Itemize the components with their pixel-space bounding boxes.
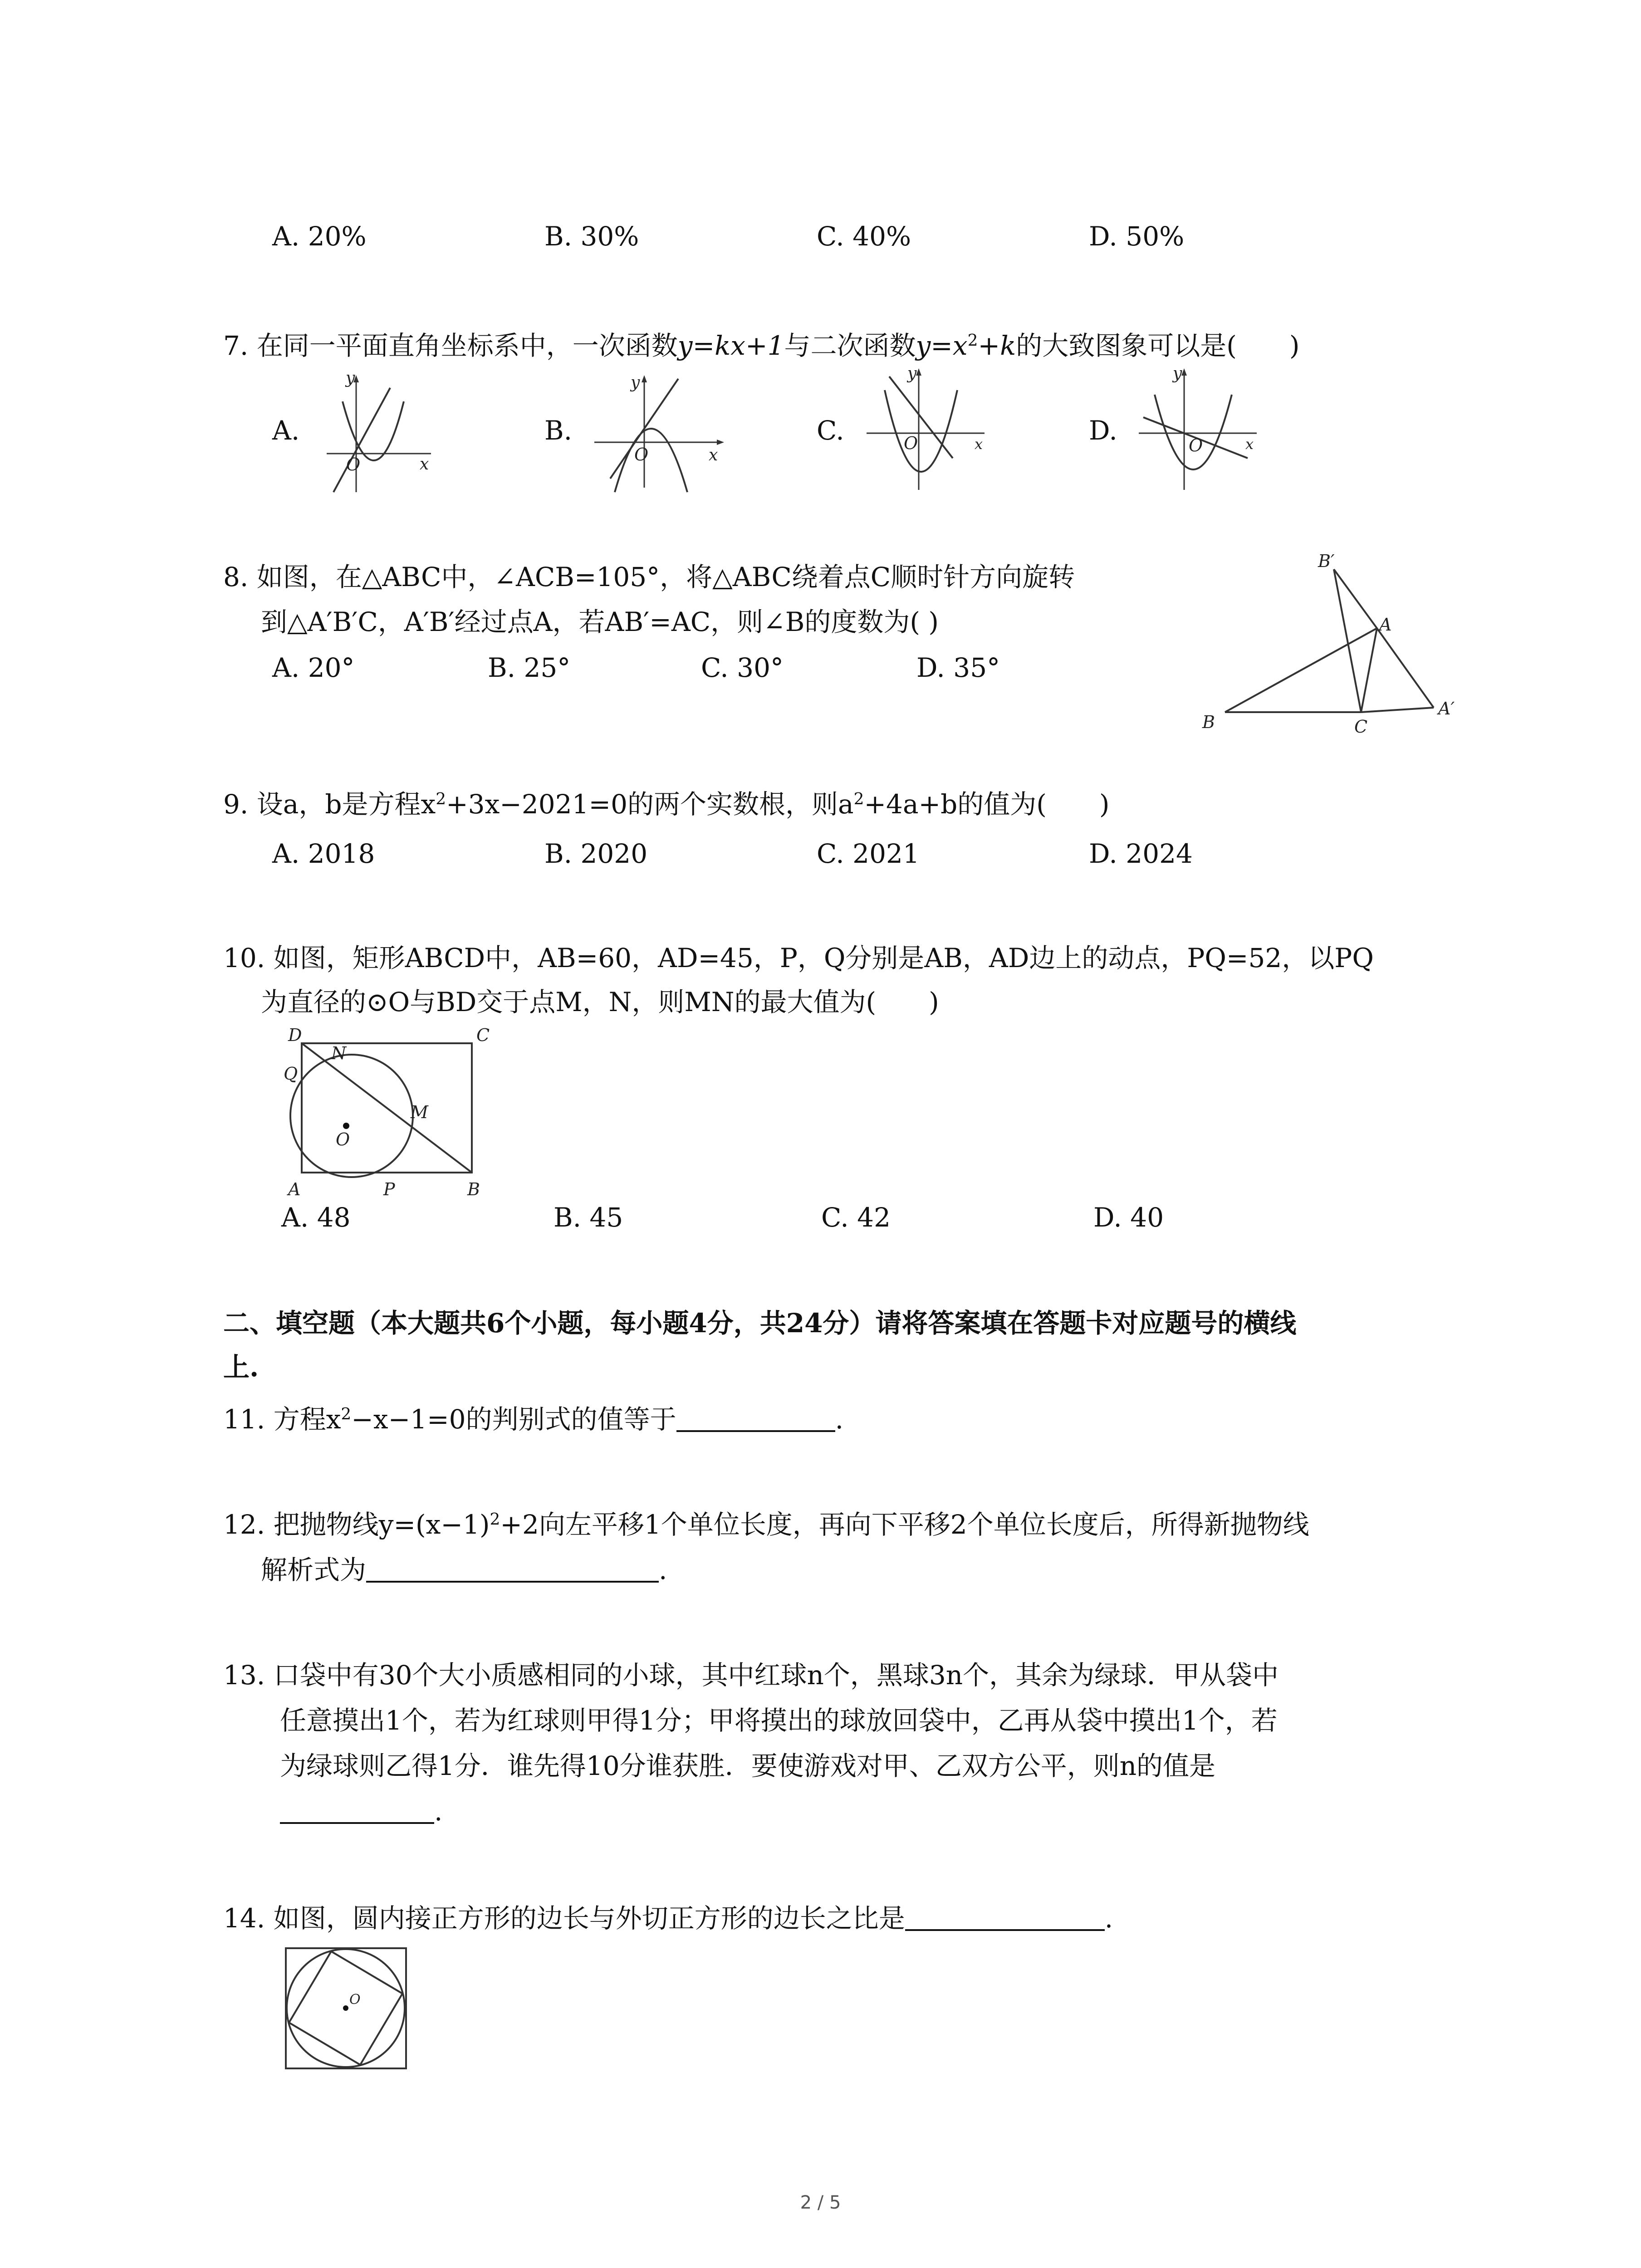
q7-option-a: A. bbox=[272, 415, 300, 446]
q13-line-2: 任意摸出1个，若为红球则甲得1分；甲将摸出的球放回袋中，乙再从袋中摸出1个，若 bbox=[280, 1705, 1278, 1736]
q7c-x-label: x bbox=[975, 435, 983, 453]
q13-line-4 bbox=[280, 1796, 443, 1827]
q7b-y-label: y bbox=[631, 373, 640, 392]
q7-graph-a bbox=[318, 370, 436, 497]
q9-option-b: B. 2020 bbox=[544, 838, 648, 869]
q12-exp: 2 bbox=[490, 1510, 500, 1529]
q13-number: 13. bbox=[223, 1660, 265, 1691]
q10-label-b: B bbox=[467, 1179, 480, 1199]
q7-option-b: B. bbox=[544, 415, 573, 446]
q7-text-3: 的大致图象可以是( ) bbox=[1016, 330, 1300, 361]
q13-answer-blank[interactable] bbox=[280, 1822, 434, 1824]
q8-option-d: D. 35° bbox=[916, 652, 1000, 683]
q8-label-b: B bbox=[1202, 712, 1215, 732]
q6-option-b: B. 30% bbox=[544, 221, 639, 252]
q13-line-3: 为绿球则乙得1分．谁先得10分谁获胜．要使游戏对甲、乙双方公平，则n的值是 bbox=[280, 1750, 1216, 1781]
q9-option-a: A. 2018 bbox=[272, 838, 375, 869]
q9-text-2: +3x−2021=0的两个实数根，则a bbox=[446, 789, 854, 820]
q14-period: . bbox=[1104, 1903, 1113, 1934]
q7c-y-label: y bbox=[907, 364, 917, 383]
q7-number: 7. bbox=[223, 330, 249, 361]
q11-exp: 2 bbox=[341, 1405, 352, 1424]
q9-option-d: D. 2024 bbox=[1089, 838, 1193, 869]
q7-formula-1: y=kx+1 bbox=[677, 330, 784, 361]
q14-text: 如图，圆内接正方形的边长与外切正方形的边长之比是 bbox=[273, 1903, 905, 1934]
q10-label-m: M bbox=[411, 1102, 428, 1122]
q10-label-a: A bbox=[288, 1179, 301, 1199]
q10-line-2: 为直径的⊙O与BD交于点M，N，则MN的最大值为( ) bbox=[261, 987, 939, 1017]
q10-label-o: O bbox=[336, 1129, 350, 1149]
q12-line-1 bbox=[223, 1511, 1309, 1538]
q7a-origin-label: O bbox=[346, 455, 361, 474]
q10-text-1: 如图，矩形ABCD中，AB=60，AD=45，P，Q分别是AB，AD边上的动点，PQ=52，以PQ bbox=[273, 943, 1374, 973]
q11-number: 11. bbox=[223, 1404, 265, 1435]
q7-option-c: C. bbox=[817, 415, 844, 446]
q10-option-a: A. 48 bbox=[281, 1202, 351, 1233]
q8-text-1: 如图，在△ABC中，∠ACB=105°，将△ABC绕着点C顺时针方向旋转 bbox=[256, 562, 1075, 592]
q10-option-d: D. 40 bbox=[1093, 1202, 1164, 1233]
section-2-heading-line-1: 二、填空题（本大题共6个小题，每小题4分，共24分）请将答案填在答题卡对应题号的横线 bbox=[223, 1308, 1297, 1339]
q10-label-c: C bbox=[476, 1025, 490, 1045]
q8-option-c: C. 30° bbox=[701, 652, 784, 683]
q11-answer-blank[interactable] bbox=[676, 1430, 835, 1432]
q14-stem bbox=[223, 1903, 1113, 1934]
q12-text-3: 解析式为 bbox=[261, 1554, 367, 1585]
q8-line-1 bbox=[223, 564, 1075, 590]
q8-figure bbox=[1198, 549, 1470, 739]
q9-option-c: C. 2021 bbox=[817, 838, 920, 869]
q8-label-a: A bbox=[1379, 615, 1392, 635]
q7b-x-label: x bbox=[709, 446, 718, 464]
q14-number: 14. bbox=[223, 1903, 265, 1934]
q6-option-c: C. 40% bbox=[817, 221, 911, 252]
q14-answer-blank[interactable] bbox=[905, 1929, 1105, 1931]
q7-graph-d bbox=[1134, 363, 1261, 494]
q10-label-q: Q bbox=[284, 1064, 298, 1084]
q12-line-2 bbox=[261, 1554, 667, 1585]
q7a-x-label: x bbox=[420, 455, 429, 474]
q8-option-b: B. 25° bbox=[488, 652, 571, 683]
q6-option-a: A. 20% bbox=[272, 221, 367, 252]
q7-option-d: D. bbox=[1089, 415, 1117, 446]
q8-option-a: A. 20° bbox=[272, 652, 355, 683]
q11-text-2: −x−1=0的判别式的值等于 bbox=[351, 1404, 676, 1435]
q8-label-c: C bbox=[1354, 717, 1368, 737]
q10-figure bbox=[272, 1021, 508, 1202]
q7b-origin-label: O bbox=[634, 445, 649, 464]
q13-line-1 bbox=[223, 1660, 1279, 1691]
q7-formula-2a: y=x bbox=[916, 330, 968, 361]
q7-stem bbox=[223, 332, 1300, 359]
q10-label-d: D bbox=[288, 1025, 302, 1045]
q7-graph-c bbox=[862, 363, 989, 494]
q9-text-1: 设a，b是方程x bbox=[256, 789, 436, 820]
q13-period: . bbox=[434, 1796, 443, 1827]
q10-label-p: P bbox=[383, 1179, 395, 1199]
q7c-origin-label: O bbox=[904, 433, 918, 453]
q8-label-b-prime: B′ bbox=[1318, 551, 1335, 571]
q9-exp-1: 2 bbox=[436, 790, 446, 809]
q14-label-o: O bbox=[349, 1992, 361, 2008]
q7d-x-label: x bbox=[1245, 435, 1254, 453]
q7-text-2: 与二次函数 bbox=[784, 330, 916, 361]
page-number: 2 / 5 bbox=[800, 2192, 841, 2213]
q7-formula-2-exp: 2 bbox=[967, 331, 978, 350]
q12-text-2: +2向左平移1个单位长度，再向下平移2个单位长度后，所得新抛物线 bbox=[500, 1509, 1309, 1540]
q11-period: . bbox=[835, 1404, 844, 1435]
q7-formula-2b: +k bbox=[978, 330, 1016, 361]
q12-text-1: 把抛物线y=(x−1) bbox=[273, 1509, 490, 1540]
q11-text-1: 方程x bbox=[273, 1404, 341, 1435]
q9-stem bbox=[223, 789, 1110, 820]
q8-label-a-prime: A′ bbox=[1438, 699, 1455, 719]
q7-text-1: 在同一平面直角坐标系中，一次函数 bbox=[256, 330, 678, 361]
q10-label-n: N bbox=[331, 1043, 347, 1063]
q10-option-c: C. 42 bbox=[821, 1202, 891, 1233]
q7a-y-label: y bbox=[346, 369, 355, 387]
q9-exp-2: 2 bbox=[853, 790, 864, 809]
q10-line-1 bbox=[223, 945, 1374, 971]
q6-option-d: D. 50% bbox=[1089, 221, 1185, 252]
q12-number: 12. bbox=[223, 1509, 265, 1540]
q14-figure bbox=[284, 1946, 411, 2073]
q10-option-b: B. 45 bbox=[554, 1202, 623, 1233]
q8-number: 8. bbox=[223, 562, 249, 592]
section-2-heading-line-2: 上. bbox=[223, 1352, 259, 1383]
q7-graph-b bbox=[590, 370, 726, 497]
q12-period: . bbox=[659, 1554, 667, 1585]
q7d-y-label: y bbox=[1173, 364, 1182, 383]
q7d-origin-label: O bbox=[1189, 435, 1203, 455]
q10-number: 10. bbox=[223, 943, 265, 973]
q13-text-1: 口袋中有30个大小质感相同的小球，其中红球n个，黑球3n个，其余为绿球．甲从袋中 bbox=[273, 1660, 1279, 1691]
q8-line-2: 到△A′B′C，A′B′经过点A，若AB′=AC，则∠B的度数为( ) bbox=[261, 606, 939, 637]
q9-number: 9. bbox=[223, 789, 249, 820]
q9-text-3: +4a+b的值为( ) bbox=[864, 789, 1110, 820]
q11-stem bbox=[223, 1404, 844, 1435]
q12-answer-blank[interactable] bbox=[366, 1581, 659, 1583]
